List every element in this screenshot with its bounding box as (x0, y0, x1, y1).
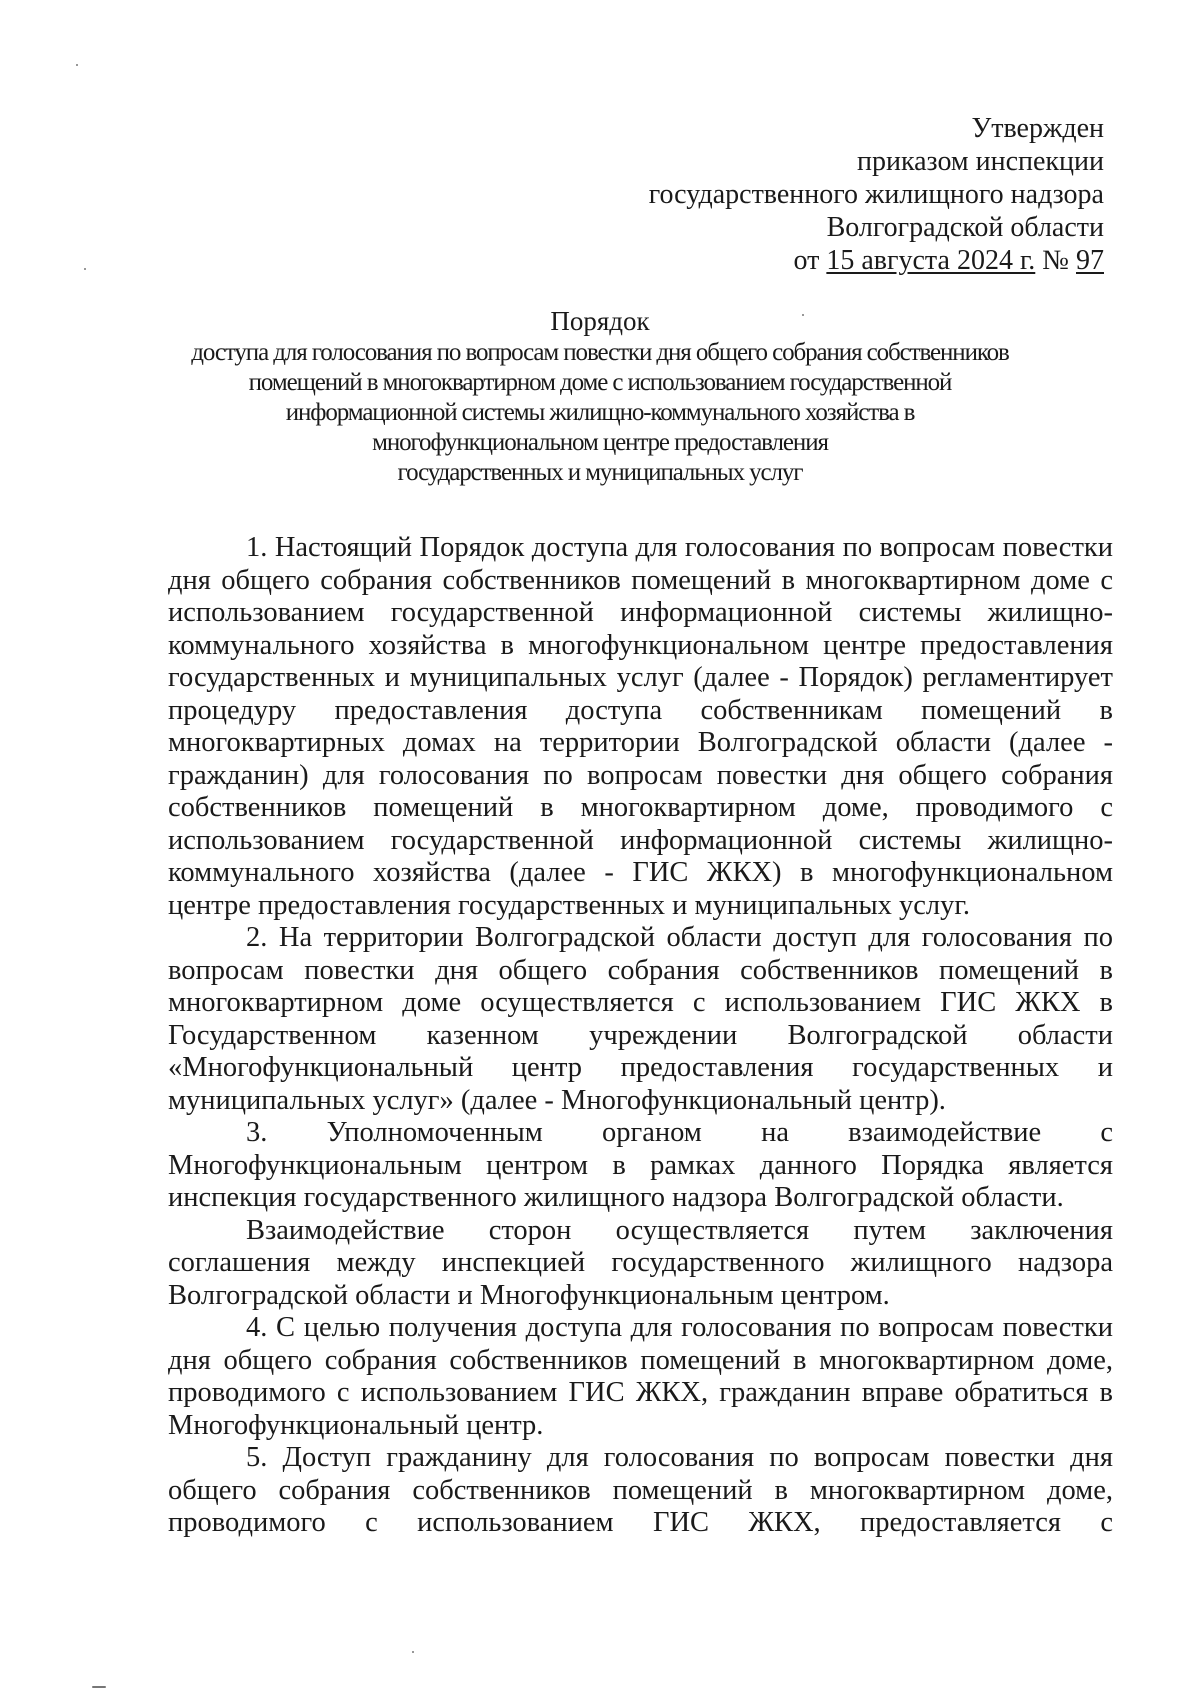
approval-date: 15 августа 2024 г. (826, 245, 1036, 276)
scan-speck (92, 1686, 106, 1688)
date-prefix: от (793, 245, 827, 276)
paragraph-1: 1. Настоящий Порядок доступа для голосования по вопросам повестки дня общего собрания собственников помещений в многоквартирном доме с использованием государственной информационной системы жилищно-коммунального хозяйства в многофункциональном центре предоставления государственных и муниципальных услуг (далее - Порядок) регламентирует процедуру предоставления доступа собственникам помещений в многоквартирных домах на территории Волгоградской области (далее - гражданин) для голосования по вопросам повестки дня общего собрания собственников помещений в многоквартирном доме, проводимого с использованием государственной информационной системы жилищно-коммунального хозяйства (далее - ГИС ЖКХ) в многофункциональном центре предоставления государственных и муниципальных услуг. (168, 532, 1113, 921)
paragraph-3: 3. Уполномоченным органом на взаимодействие с Многофункциональным центром в рамках данного Порядка является инспекция государственного жилищного надзора Волгоградской области. (168, 1117, 1113, 1213)
title-line-4: многофункциональном центре предоставления (372, 429, 828, 456)
paragraph-4: 4. С целью получения доступа для голосования по вопросам повестки дня общего собрания собственников помещений в многоквартирном доме, проводимого с использованием ГИС ЖКХ, гражданин вправе обратиться в Многофункциональный центр. (168, 1312, 1113, 1441)
approval-stamp (649, 112, 1104, 277)
scan-speck (412, 1651, 414, 1653)
scan-speck (76, 64, 78, 66)
approval-date-line (649, 244, 1104, 277)
title-line-1: доступа для голосования по вопросам повестки дня общего собрания собственников (191, 339, 1009, 366)
number-prefix: № (1035, 245, 1076, 276)
title-line-3: информационной системы жилищно-коммунального хозяйства в (285, 399, 915, 426)
title-line-2: помещений в многоквартирном доме с использованием государственной (248, 369, 952, 396)
title-line-5: государственных и муниципальных услуг (397, 459, 803, 486)
title-main: Порядок (550, 306, 650, 336)
approval-line-1: Утвержден (971, 113, 1104, 144)
approval-line-3: государственного жилищного надзора (648, 179, 1104, 210)
scan-speck (84, 268, 86, 270)
approval-line-4: Волгоградской области (826, 212, 1104, 243)
paragraph-5: 5. Доступ гражданину для голосования по вопросам повестки дня общего собрания собственников помещений в многоквартирном доме, проводимого с использованием ГИС ЖКХ, предоставляется с (168, 1442, 1113, 1538)
paragraph-2: 2. На территории Волгоградской области доступ для голосования по вопросам повестки дня общего собрания собственников помещений в многоквартирном доме осуществляется с использованием ГИС ЖКХ в Государственном казенном учреждении Волгоградской области «Многофункциональный центр предоставления государственных и муниципальных услуг» (далее - Многофункциональный центр). (168, 922, 1113, 1116)
approval-line-2: приказом инспекции (856, 146, 1104, 177)
document-body (168, 532, 1113, 1540)
paragraph-3-continued: Взаимодействие сторон осуществляется путем заключения соглашения между инспекцией государственного жилищного надзора Волгоградской области и Многофункциональным центром. (168, 1214, 1113, 1311)
scan-speck (802, 314, 804, 316)
approval-number: 97 (1076, 245, 1104, 276)
document-title (120, 305, 1080, 488)
